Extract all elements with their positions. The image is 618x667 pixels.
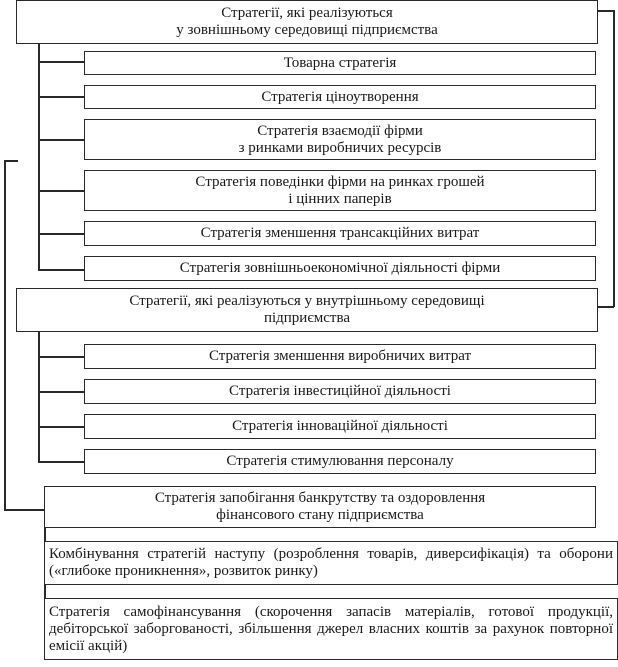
strategy-item: Стратегія взаємодії фірми з ринками виробничих ресурсів: [84, 119, 596, 160]
left-connector-top: [4, 160, 18, 162]
group-external-header: Стратегії, які реалізуються у зовнішньому середовищі підприємства: [16, 0, 598, 44]
left-connector-bottom: [4, 509, 44, 511]
strategy-item: Стратегія зовнішньоекономічної діяльності фірми: [84, 256, 596, 281]
right-connector: [613, 10, 615, 307]
group-external-spine: [38, 44, 40, 270]
right-connector-top: [597, 10, 614, 12]
connector: [38, 96, 84, 98]
connector: [38, 356, 84, 358]
left-connector: [4, 160, 6, 510]
strategy-item: Стратегія ціноутворення: [84, 85, 596, 109]
strategy-item: Стратегія самофінансування (скорочення запасів матеріалів, готової продукції, дебіторської заборгованості, збільшення джерел власних коштів за рахунок повторної емісії акцій): [44, 598, 618, 660]
connector: [38, 426, 84, 428]
strategy-item: Стратегія зменшення трансакційних витрат: [84, 221, 596, 246]
strategy-item: Стратегія інноваційної діяльності: [84, 414, 596, 439]
strategy-item: Стратегія стимулювання персоналу: [84, 449, 596, 474]
connector: [38, 61, 84, 63]
connector: [38, 233, 84, 235]
right-connector-bottom: [597, 306, 614, 308]
group-internal-header: Стратегії, які реалізуються у внутрішньому середовищі підприємства: [16, 288, 598, 332]
strategy-item: Комбінування стратегій наступу (розроблення товарів, диверсифікація) та оборони («глибоке проникнення», розвиток ринку): [44, 541, 618, 585]
connector: [38, 391, 84, 393]
connector: [38, 139, 84, 141]
strategy-item: Стратегія інвестиційної діяльності: [84, 379, 596, 404]
group-bankruptcy-header: Стратегія запобігання банкрутству та оздоровлення фінансового стану підприємства: [44, 486, 596, 528]
strategy-item: Стратегія зменшення виробничих витрат: [84, 344, 596, 369]
strategy-item: Стратегія поведінки фірми на ринках грошей і цінних паперів: [84, 170, 596, 211]
connector: [38, 269, 84, 271]
group-internal-spine: [38, 332, 40, 462]
strategy-item: Товарна стратегія: [84, 51, 596, 75]
connector: [38, 461, 84, 463]
connector: [38, 190, 84, 192]
